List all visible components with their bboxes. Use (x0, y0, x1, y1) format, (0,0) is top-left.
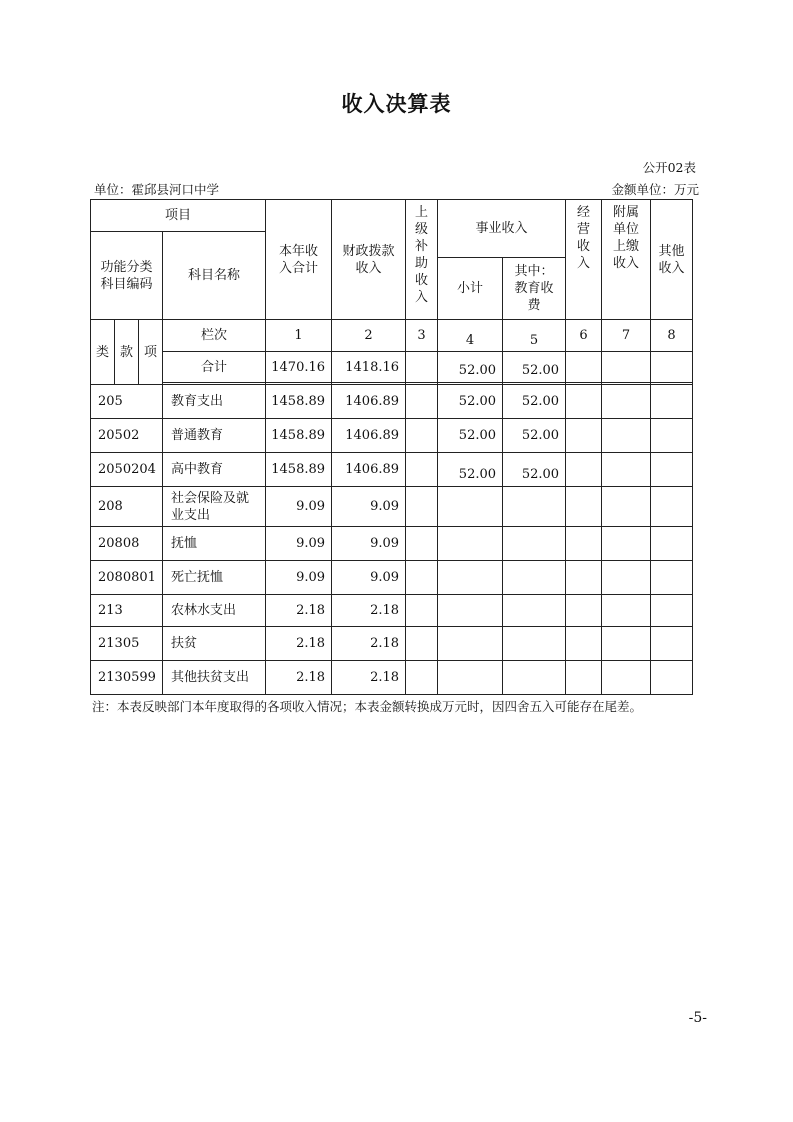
page-number: -5- (688, 1010, 707, 1026)
form-code: 公开02表 (642, 160, 696, 175)
table-row (91, 419, 693, 453)
row-cell-c6 (566, 527, 602, 561)
row-cell-c6 (566, 487, 602, 527)
unit-label: 单位：霍邱县河口中学 (94, 182, 220, 197)
header-business-income: 事业收入 (438, 200, 566, 258)
table-row (91, 385, 693, 419)
row-cell-c6 (566, 561, 602, 595)
income-table (90, 199, 693, 695)
row-cell-c7 (602, 561, 651, 595)
total-cell (651, 352, 693, 383)
table-row (91, 661, 693, 695)
total-cell: 52.00 (503, 352, 566, 383)
row-cell-c5 (503, 627, 566, 661)
col-num: 2 (332, 320, 406, 352)
col-num: 5 (503, 320, 566, 352)
row-cell-c7 (602, 661, 651, 695)
total-label: 合计 (163, 352, 266, 383)
row-cell-c8 (651, 661, 693, 695)
amount-unit-label: 金额单位：万元 (611, 182, 699, 197)
header-lei: 类 (91, 320, 115, 385)
row-cell-c2: 2.18 (332, 661, 406, 695)
row-cell-c3 (406, 527, 438, 561)
row-cell-c4: 52.00 (438, 385, 503, 419)
row-cell-c3 (406, 627, 438, 661)
row-cell-c8 (651, 527, 693, 561)
row-cell-c5 (503, 561, 566, 595)
table-row (91, 487, 693, 527)
row-cell-c8 (651, 419, 693, 453)
header-other: 其他 收入 (651, 200, 693, 320)
row-cell-c1: 1458.89 (266, 419, 332, 453)
row-cell-c7 (602, 385, 651, 419)
row-subject-name: 死亡抚恤 (163, 561, 266, 595)
row-cell-c5: 52.00 (503, 385, 566, 419)
header-column-order: 栏次 (163, 320, 266, 352)
row-cell-c6 (566, 595, 602, 627)
total-cell (566, 352, 602, 383)
row-cell-c6 (566, 419, 602, 453)
page-title: 收入决算表 (341, 92, 452, 116)
row-cell-c4 (438, 487, 503, 527)
row-cell-c2: 9.09 (332, 561, 406, 595)
header-superior-subsidy: 上 级 补 助 收 入 (406, 200, 438, 320)
row-cell-c8 (651, 561, 693, 595)
header-affiliated: 附属 单位 上缴 收入 (602, 200, 651, 320)
row-cell-c8 (651, 627, 693, 661)
row-subject-name: 抚恤 (163, 527, 266, 561)
row-subject-name: 普通教育 (163, 419, 266, 453)
row-cell-c5 (503, 595, 566, 627)
row-cell-c5 (503, 487, 566, 527)
row-cell-c2: 9.09 (332, 527, 406, 561)
total-cell: 1418.16 (332, 352, 406, 383)
row-cell-c7 (602, 419, 651, 453)
table-row (91, 453, 693, 487)
row-code: 213 (91, 595, 163, 627)
row-cell-c6 (566, 385, 602, 419)
row-cell-c3 (406, 385, 438, 419)
row-cell-c3 (406, 595, 438, 627)
header-subtotal: 小计 (438, 258, 503, 320)
row-cell-c8 (651, 453, 693, 487)
col-num: 6 (566, 320, 602, 352)
row-cell-c6 (566, 661, 602, 695)
row-cell-c8 (651, 595, 693, 627)
col-num: 7 (602, 320, 651, 352)
row-cell-c4 (438, 627, 503, 661)
footnote: 注：本表反映部门本年度取得的各项收入情况；本表金额转换成万元时，因四舍五入可能存在尾差。 (92, 699, 643, 714)
row-code: 2050204 (91, 453, 163, 487)
total-cell (406, 352, 438, 383)
row-cell-c1: 1458.89 (266, 453, 332, 487)
row-cell-c1: 1458.89 (266, 385, 332, 419)
row-cell-c7 (602, 453, 651, 487)
row-cell-c6 (566, 627, 602, 661)
header-fiscal: 财政拨款 收入 (332, 200, 406, 320)
row-cell-c5: 52.00 (503, 453, 566, 487)
row-cell-c3 (406, 661, 438, 695)
row-cell-c7 (602, 627, 651, 661)
header-education-fee: 其中： 教育收 费 (503, 258, 566, 320)
row-cell-c8 (651, 385, 693, 419)
row-cell-c4 (438, 595, 503, 627)
row-subject-name: 社会保险及就 业支出 (163, 487, 266, 527)
table-row (91, 595, 693, 627)
row-code: 2130599 (91, 661, 163, 695)
row-cell-c2: 2.18 (332, 627, 406, 661)
row-code: 21305 (91, 627, 163, 661)
total-cell: 1470.16 (266, 352, 332, 383)
row-code: 208 (91, 487, 163, 527)
row-cell-c7 (602, 487, 651, 527)
row-subject-name: 扶贫 (163, 627, 266, 661)
header-project: 项目 (91, 200, 266, 232)
row-cell-c4: 52.00 (438, 419, 503, 453)
row-cell-c1: 9.09 (266, 561, 332, 595)
row-cell-c2: 9.09 (332, 487, 406, 527)
row-cell-c5 (503, 661, 566, 695)
row-cell-c1: 2.18 (266, 595, 332, 627)
row-cell-c2: 1406.89 (332, 419, 406, 453)
row-cell-c4 (438, 561, 503, 595)
row-cell-c1: 9.09 (266, 527, 332, 561)
row-cell-c3 (406, 419, 438, 453)
total-cell (602, 352, 651, 383)
row-cell-c1: 2.18 (266, 661, 332, 695)
row-cell-c4 (438, 527, 503, 561)
row-cell-c4: 52.00 (438, 453, 503, 487)
header-operating: 经 营 收 入 (566, 200, 602, 320)
row-cell-c1: 9.09 (266, 487, 332, 527)
row-cell-c3 (406, 453, 438, 487)
header-subject-name: 科目名称 (163, 232, 266, 320)
col-num: 4 (438, 320, 503, 352)
row-cell-c5 (503, 527, 566, 561)
table-row (91, 561, 693, 595)
header-func-code: 功能分类 科目编码 (91, 232, 163, 320)
header-kuan: 款 (115, 320, 139, 385)
row-code: 205 (91, 385, 163, 419)
col-num: 3 (406, 320, 438, 352)
row-cell-c7 (602, 527, 651, 561)
table-row (91, 527, 693, 561)
header-annual-total: 本年收 入合计 (266, 200, 332, 320)
col-num: 1 (266, 320, 332, 352)
col-num: 8 (651, 320, 693, 352)
row-code: 20502 (91, 419, 163, 453)
total-cell: 52.00 (438, 352, 503, 383)
row-code: 20808 (91, 527, 163, 561)
row-cell-c4 (438, 661, 503, 695)
row-cell-c5: 52.00 (503, 419, 566, 453)
row-cell-c3 (406, 487, 438, 527)
row-cell-c3 (406, 561, 438, 595)
header-xiang: 项 (139, 320, 163, 385)
row-subject-name: 其他扶贫支出 (163, 661, 266, 695)
row-cell-c1: 2.18 (266, 627, 332, 661)
row-subject-name: 农林水支出 (163, 595, 266, 627)
row-subject-name: 高中教育 (163, 453, 266, 487)
row-cell-c6 (566, 453, 602, 487)
row-cell-c2: 1406.89 (332, 385, 406, 419)
row-subject-name: 教育支出 (163, 385, 266, 419)
row-cell-c8 (651, 487, 693, 527)
row-code: 2080801 (91, 561, 163, 595)
row-cell-c7 (602, 595, 651, 627)
table-row (91, 627, 693, 661)
row-cell-c2: 1406.89 (332, 453, 406, 487)
row-cell-c2: 2.18 (332, 595, 406, 627)
